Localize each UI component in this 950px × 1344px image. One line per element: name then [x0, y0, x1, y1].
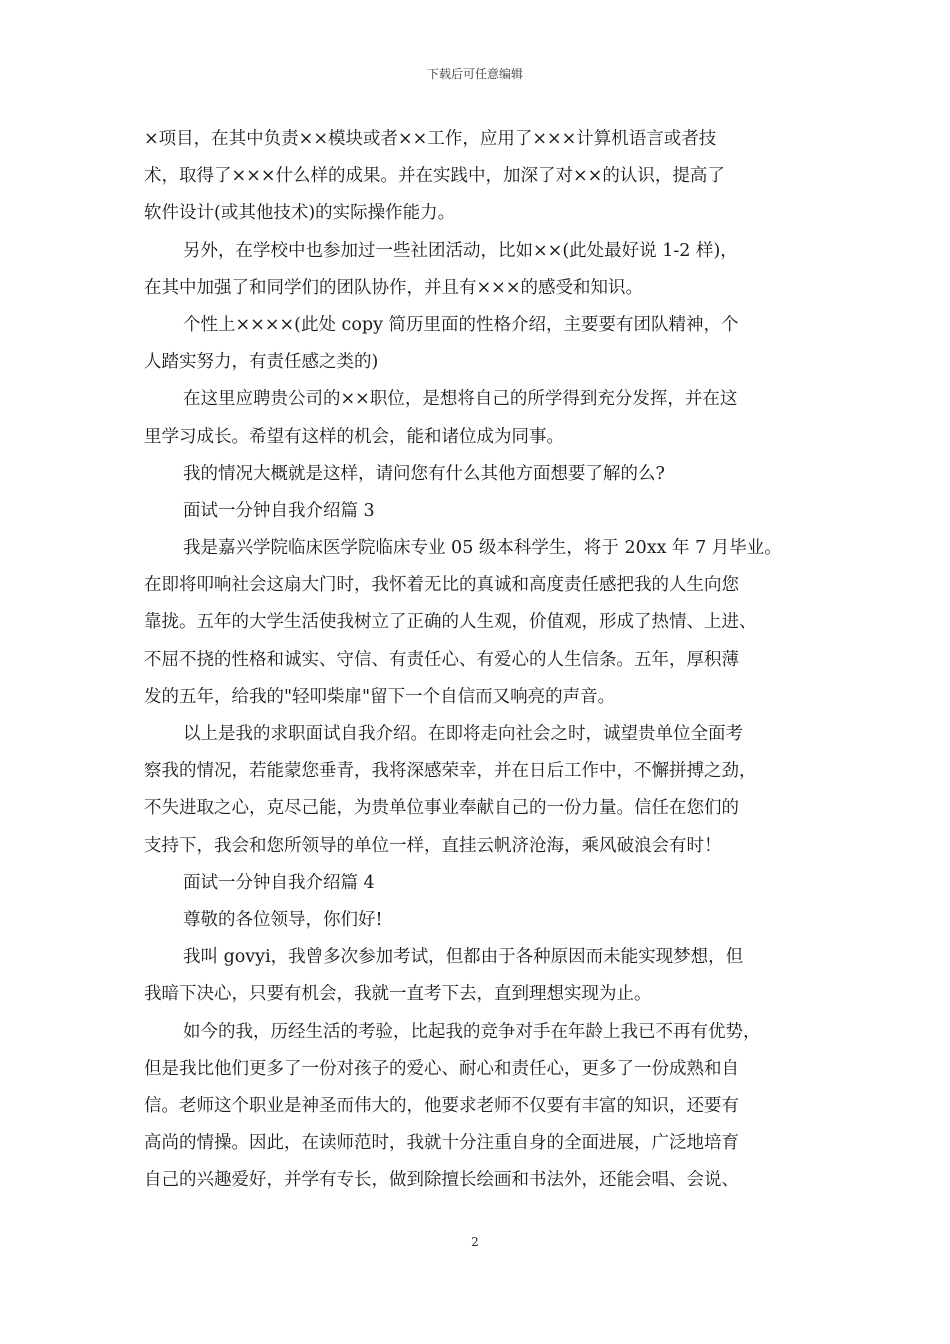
- document-body: [144, 121, 812, 1199]
- text-line: 高尚的情操。因此，在读师范时，我就十分注重自身的全面进展，广泛地培育: [144, 1133, 739, 1154]
- text-line: 面试一分钟自我介绍篇 3: [183, 500, 375, 521]
- text-line: 在这里应聘贵公司的××职位，是想将自己的所学得到充分发挥，并在这: [183, 389, 738, 410]
- text-line: 另外，在学校中也参加过一些社团活动，比如××(此处最好说 1-2 样)，: [183, 240, 738, 261]
- text-line: 人踏实努力，有责任感之类的): [144, 352, 379, 373]
- text-line: 术，取得了×××什么样的成果。并在实践中，加深了对××的认识，提高了: [144, 166, 725, 187]
- text-line: 我叫 govyi，我曾多次参加考试，但都由于各种原因而未能实现梦想，但: [183, 947, 744, 968]
- text-line: 不屈不挠的性格和诚实、守信、有责任心、有爱心的人生信条。五年，厚积薄: [144, 649, 739, 670]
- text-line: 不失进取之心，克尽己能，为贵单位事业奉献自己的一份力量。信任在您们的: [144, 798, 739, 819]
- page-number: 2: [471, 1235, 479, 1249]
- text-line: 以上是我的求职面试自我介绍。在即将走向社会之时，诚望贵单位全面考: [183, 724, 743, 744]
- text-line: 在即将叩响社会这扇大门时，我怀着无比的真诚和高度责任感把我的人生向您: [144, 575, 739, 596]
- text-line: ×项目，在其中负责××模块或者××工作，应用了×××计算机语言或者技: [144, 129, 717, 149]
- text-line: 信。老师这个职业是神圣而伟大的，他要求老师不仅要有丰富的知识，还要有: [144, 1095, 739, 1116]
- text-line: 但是我比他们更多了一份对孩子的爱心、耐心和责任心，更多了一份成熟和自: [144, 1058, 739, 1079]
- text-line: 靠拢。五年的大学生活使我树立了正确的人生观，价值观，形成了热情、上进、: [144, 612, 757, 633]
- text-line: 我的情况大概就是这样，请问您有什么其他方面想要了解的么?: [183, 463, 665, 484]
- text-line: 里学习成长。希望有这样的机会，能和诸位成为同事。: [144, 426, 564, 447]
- text-line: 支持下，我会和您所领导的单位一样，直挂云帆济沧海，乘风破浪会有时！: [144, 835, 722, 856]
- text-line: 软件设计(或其他技术)的实际操作能力。: [144, 203, 456, 224]
- text-line: 在其中加强了和同学们的团队协作，并且有×××的感受和知识。: [144, 277, 643, 298]
- text-line: 发的五年，给我的"轻叩柴扉"留下一个自信而又响亮的声音。: [144, 686, 616, 707]
- text-line: 如今的我，历经生活的考验，比起我的竞争对手在年龄上我已不再有优势，: [183, 1021, 761, 1042]
- text-line: 面试一分钟自我介绍篇 4: [183, 872, 375, 893]
- text-line: 尊敬的各位领导，你们好!: [183, 909, 383, 930]
- text-line: 自己的兴趣爱好，并学有专长，做到除擅长绘画和书法外，还能会唱、会说、: [144, 1170, 739, 1191]
- text-line: 我暗下决心，只要有机会，我就一直考下去，直到理想实现为止。: [144, 984, 652, 1005]
- text-line: 我是嘉兴学院临床医学院临床专业 05 级本科学生，将于 20xx 年 7 月毕业。: [183, 538, 782, 559]
- page-header: 下载后可任意编辑: [426, 67, 523, 81]
- text-line: 察我的情况，若能蒙您垂青，我将深感荣幸，并在日后工作中，不懈拼搏之劲，: [144, 761, 757, 782]
- text-line: 个性上××××(此处 copy 简历里面的性格介绍，主要要有团队精神，个: [183, 314, 739, 335]
